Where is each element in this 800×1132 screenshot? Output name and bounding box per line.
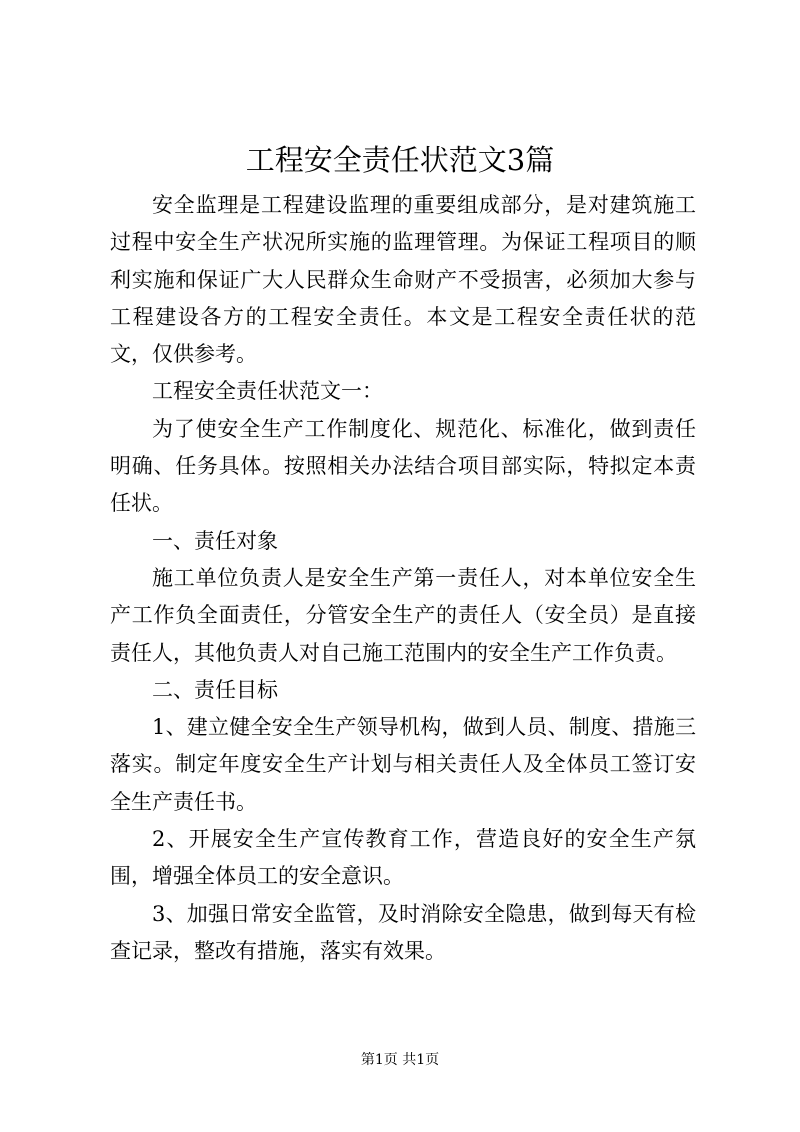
document-body [110, 187, 696, 970]
page-number-footer: 第1页 共1页 [360, 1052, 440, 1068]
document-title: 工程安全责任状范文3篇 [245, 143, 555, 177]
heading-responsibility-object: 一、责任对象 [152, 528, 278, 553]
responsibility-object-paragraph: 施工单位负责人是安全生产第一责任人，对本单位安全生产工作负全面责任，分管安全生产的责任人（安全员）是直接责任人，其他负责人对自己施工范围内的安全生产工作负责。 [110, 565, 696, 665]
purpose-paragraph: 为了使安全生产工作制度化、规范化、标准化，做到责任明确、任务具体。按照相关办法结合项目部实际，特拟定本责任状。 [110, 416, 696, 516]
goal-item-2: 2、开展安全生产宣传教育工作，营造良好的安全生产氛围，增强全体员工的安全意识。 [110, 827, 696, 889]
heading-responsibility-goals: 二、责任目标 [152, 677, 278, 702]
goal-item-1: 1、建立健全安全生产领导机构，做到人员、制度、措施三落实。制定年度安全生产计划与相关责任人及全体员工签订安全生产责任书。 [110, 715, 696, 814]
intro-paragraph: 安全监理是工程建设监理的重要组成部分，是对建筑施工过程中安全生产状况所实施的监理管理。为保证工程项目的顺利实施和保证广大人民群众生命财产不受损害，必须加大参与工程建设各方的工程安全责任。本文是工程安全责任状的范文，仅供参考。 [110, 193, 696, 367]
goal-item-3: 3、加强日常安全监管，及时消除安全隐患，做到每天有检查记录，整改有措施，落实有效果。 [110, 901, 696, 963]
section-heading-sample-one: 工程安全责任状范文一： [152, 379, 383, 404]
